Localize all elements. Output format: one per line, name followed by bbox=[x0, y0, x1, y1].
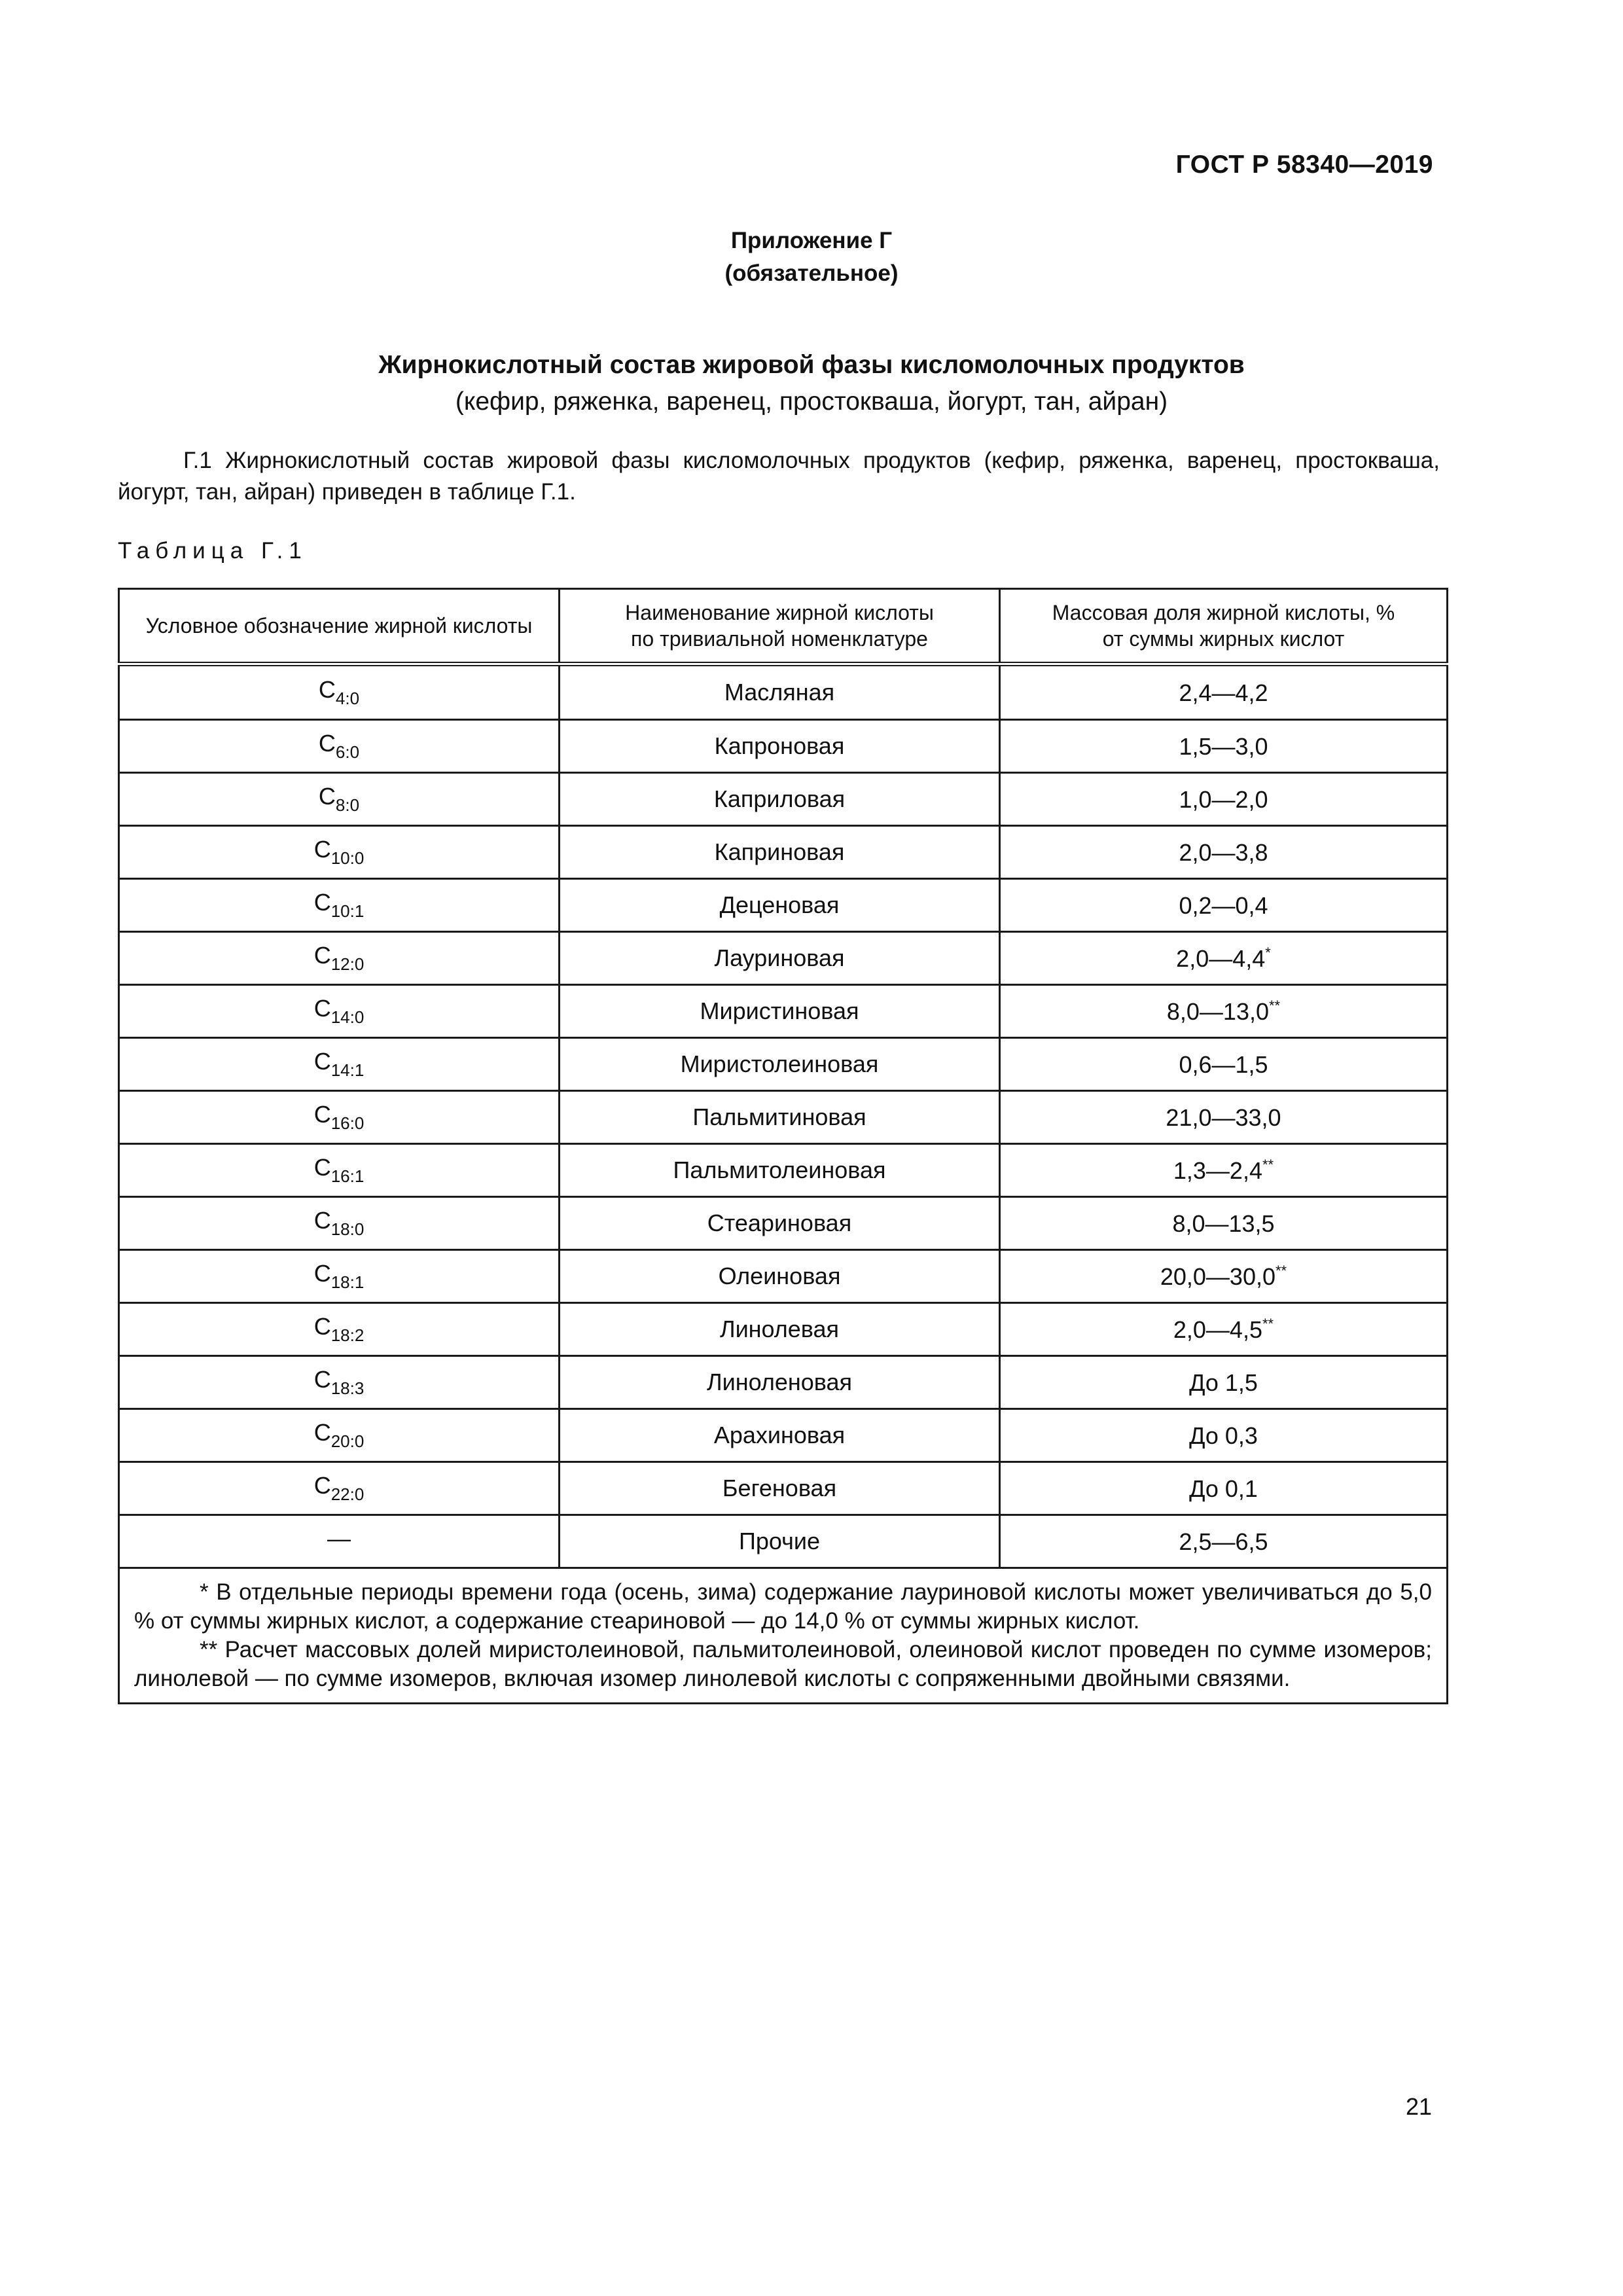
acid-name: Масляная bbox=[560, 664, 1000, 720]
acid-name: Каприловая bbox=[560, 773, 1000, 826]
acid-code: $C_{18:1}$ bbox=[119, 1250, 560, 1303]
table-row bbox=[119, 1462, 1448, 1515]
annex-title: Приложение Г bbox=[730, 228, 893, 253]
table-row bbox=[119, 1303, 1448, 1356]
acid-code: $C_{10:0}$ bbox=[119, 826, 560, 879]
acid-mass-fraction: До 0,3 bbox=[1000, 1409, 1448, 1462]
acid-code: $C_{4:0}$ bbox=[119, 664, 560, 720]
title-sub: (кефир, ряженка, варенец, простокваша, йогурт, тан, айран) bbox=[455, 387, 1168, 416]
annex-heading bbox=[0, 224, 1623, 290]
acid-name: Миристолеиновая bbox=[560, 1038, 1000, 1091]
acid-mass-fraction: 8,0—13,5 bbox=[1000, 1197, 1448, 1250]
standard-number: ГОСТ Р 58340—2019 bbox=[1175, 151, 1433, 179]
acid-code: $C_{16:0}$ bbox=[119, 1091, 560, 1144]
acid-mass-fraction: 0,6—1,5 bbox=[1000, 1038, 1448, 1091]
acid-code: $C_{14:1}$ bbox=[119, 1038, 560, 1091]
table-row bbox=[119, 1409, 1448, 1462]
table-row bbox=[119, 1356, 1448, 1409]
table-notes bbox=[119, 1568, 1448, 1704]
fatty-acid-table bbox=[118, 588, 1448, 1704]
acid-mass-fraction: 20,0—30,0** bbox=[1000, 1250, 1448, 1303]
acid-mass-fraction: 2,0—4,4* bbox=[1000, 932, 1448, 985]
acid-code: $C_{18:0}$ bbox=[119, 1197, 560, 1250]
acid-mass-fraction: 2,5—6,5 bbox=[1000, 1515, 1448, 1568]
acid-mass-fraction: 2,4—4,2 bbox=[1000, 664, 1448, 720]
header-row bbox=[119, 589, 1448, 664]
table-row bbox=[119, 664, 1448, 720]
acid-name: Стеариновая bbox=[560, 1197, 1000, 1250]
table-row bbox=[119, 985, 1448, 1038]
table-row bbox=[119, 1038, 1448, 1091]
acid-code: $C_{22:0}$ bbox=[119, 1462, 560, 1515]
acid-name: Линолевая bbox=[560, 1303, 1000, 1356]
annex-status: (обязательное) bbox=[724, 260, 899, 286]
acid-name: Миристиновая bbox=[560, 985, 1000, 1038]
acid-name: Лауриновая bbox=[560, 932, 1000, 985]
acid-name: Линоленовая bbox=[560, 1356, 1000, 1409]
notes-row bbox=[119, 1568, 1448, 1704]
acid-code: $C_{6:0}$ bbox=[119, 720, 560, 773]
acid-mass-fraction: 8,0—13,0** bbox=[1000, 985, 1448, 1038]
acid-code: $C_{10:1}$ bbox=[119, 879, 560, 932]
acid-mass-fraction: До 0,1 bbox=[1000, 1462, 1448, 1515]
acid-name: Каприновая bbox=[560, 826, 1000, 879]
acid-name: Пальмитолеиновая bbox=[560, 1144, 1000, 1197]
table-row bbox=[119, 932, 1448, 985]
table-row bbox=[119, 826, 1448, 879]
acid-code: $C_{14:0}$ bbox=[119, 985, 560, 1038]
acid-code: $C_{8:0}$ bbox=[119, 773, 560, 826]
acid-mass-fraction: 2,0—3,8 bbox=[1000, 826, 1448, 879]
table-row bbox=[119, 879, 1448, 932]
header-value: Массовая доля жирной кислоты, % от суммы жирных кислот bbox=[1000, 589, 1448, 664]
acid-mass-fraction: 2,0—4,5** bbox=[1000, 1303, 1448, 1356]
acid-mass-fraction: 1,0—2,0 bbox=[1000, 773, 1448, 826]
table-row bbox=[119, 773, 1448, 826]
acid-name: Пальмитиновая bbox=[560, 1091, 1000, 1144]
acid-mass-fraction: 1,5—3,0 bbox=[1000, 720, 1448, 773]
table-body bbox=[119, 664, 1448, 1704]
acid-name: Капроновая bbox=[560, 720, 1000, 773]
acid-code: $C_{20:0}$ bbox=[119, 1409, 560, 1462]
acid-name: Арахиновая bbox=[560, 1409, 1000, 1462]
acid-mass-fraction: До 1,5 bbox=[1000, 1356, 1448, 1409]
intro-text: Г.1 Жирнокислотный состав жировой фазы кисломолочных продуктов (кефир, ряженка, варенец, простокваша, йогурт, тан, айран) приведен в таблице Г.1. bbox=[118, 448, 1440, 505]
acid-mass-fraction: 0,2—0,4 bbox=[1000, 879, 1448, 932]
header-code: Условное обозначение жирной кислоты bbox=[119, 589, 560, 664]
table-row bbox=[119, 1197, 1448, 1250]
acid-name: Прочие bbox=[560, 1515, 1000, 1568]
acid-code: — bbox=[119, 1515, 560, 1568]
acid-name: Бегеновая bbox=[560, 1462, 1000, 1515]
acid-name: Деценовая bbox=[560, 879, 1000, 932]
note-2: ** Расчет массовых долей миристолеиновой, пальмитолеиновой, олеиновой кислот проведен по сумме изомеров; линолевой — по сумме изомеров, включая изомер линолевой кислоты с сопряженными двойными связями. bbox=[134, 1637, 1432, 1691]
acid-code: $C_{12:0}$ bbox=[119, 932, 560, 985]
document-title bbox=[0, 347, 1623, 420]
table-header bbox=[119, 589, 1448, 664]
title-main: Жирнокислотный состав жировой фазы кисломолочных продуктов bbox=[378, 351, 1245, 379]
acid-code: $C_{18:2}$ bbox=[119, 1303, 560, 1356]
intro-paragraph bbox=[118, 445, 1440, 508]
header-name: Наименование жирной кислоты по тривиальной номенклатуре bbox=[560, 589, 1000, 664]
acid-name: Олеиновая bbox=[560, 1250, 1000, 1303]
note-1: * В отдельные периоды времени года (осень, зима) содержание лауриновой кислоты может увеличиваться до 5,0 % от суммы жирных кислот, а содержание стеариновой — до 14,0 % от суммы жирных кислот. bbox=[134, 1579, 1432, 1634]
table-row bbox=[119, 720, 1448, 773]
table-row bbox=[119, 1144, 1448, 1197]
page-number: 21 bbox=[1405, 2093, 1432, 2120]
acid-code: $C_{16:1}$ bbox=[119, 1144, 560, 1197]
acid-code: $C_{18:3}$ bbox=[119, 1356, 560, 1409]
acid-mass-fraction: 21,0—33,0 bbox=[1000, 1091, 1448, 1144]
table-label: Таблица Г.1 bbox=[118, 538, 308, 564]
table-row bbox=[119, 1091, 1448, 1144]
acid-mass-fraction: 1,3—2,4** bbox=[1000, 1144, 1448, 1197]
table-row bbox=[119, 1515, 1448, 1568]
table-row bbox=[119, 1250, 1448, 1303]
